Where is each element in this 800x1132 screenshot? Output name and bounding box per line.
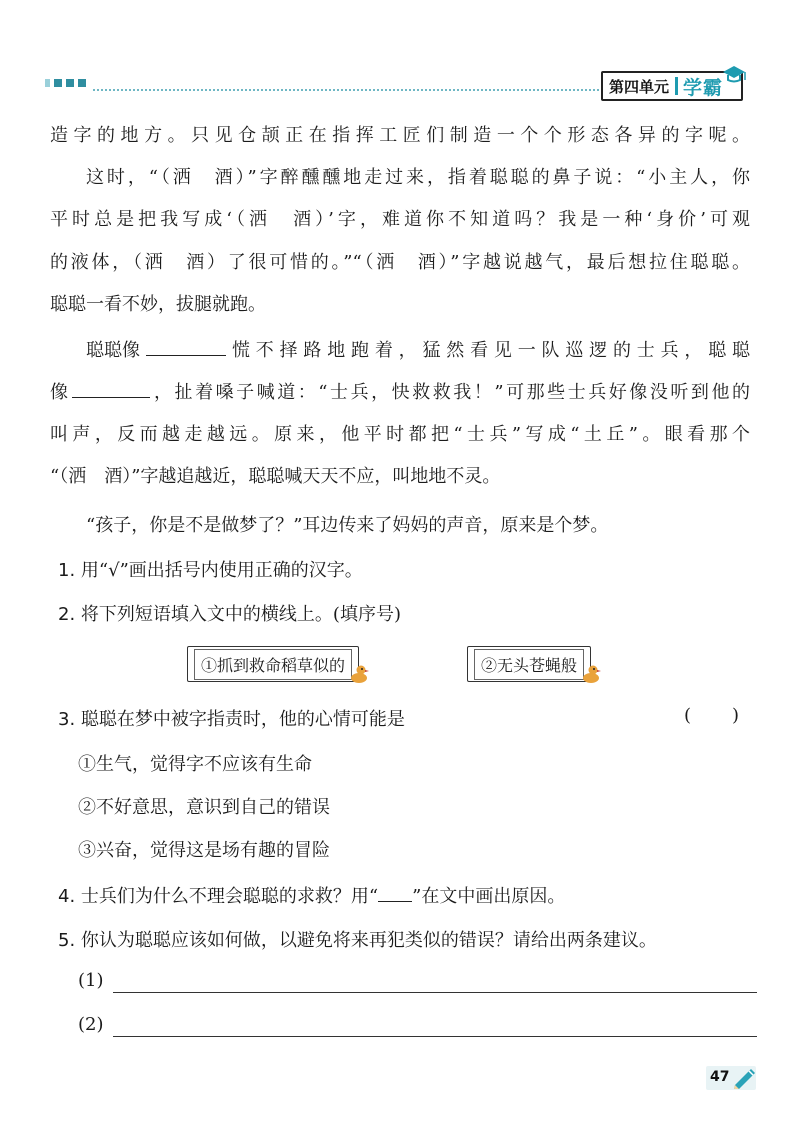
passage-line: 造字的地方。只见仓颉正在指挥工匠们制造一个个形态各异的字呢。: [50, 125, 750, 146]
question-text: 士兵们为什么不理会聪聪的求救？用“: [80, 886, 379, 907]
underline-sample: [378, 889, 412, 902]
question-text: ”在文中画出原因。: [412, 886, 566, 907]
bracket-open: (: [684, 705, 692, 726]
option-1[interactable]: ①生气，觉得字不应该有生命: [78, 754, 312, 775]
question-number: 3.: [58, 709, 76, 730]
header-divider: [675, 77, 678, 95]
passage-text: 慌不择路地跑着，猛然看见一队巡逻的士兵，聪聪: [232, 340, 750, 361]
question-2: [58, 600, 401, 626]
header-dotted-line: [93, 89, 615, 91]
fill-blank-1[interactable]: [146, 341, 226, 356]
option-2[interactable]: ②不好意思，意识到自己的错误: [78, 797, 330, 818]
unit-label: 第四单元: [609, 77, 670, 96]
unit-header: [601, 71, 743, 101]
answer-label-2: (2): [78, 1014, 104, 1035]
question-text: 聪聪在梦中被字指责时，他的心情可能是: [80, 709, 405, 730]
question-number: 5.: [58, 930, 76, 951]
graduation-cap-icon: [721, 63, 747, 85]
question-text: 你认为聪聪应该如何做，以避免将来再犯类似的错误？请给出两条建议。: [80, 930, 657, 951]
passage-text: 聪聪像: [86, 340, 140, 361]
question-1: [58, 556, 363, 582]
page-number-badge: [706, 1066, 756, 1090]
question-number: 4.: [58, 886, 76, 907]
answer-bracket[interactable]: [684, 705, 780, 726]
question-text: 将下列短语填入文中的横线上。(填序号): [80, 604, 401, 625]
passage-line: [50, 378, 750, 404]
phrase-text: ②无头苍蝇般: [474, 649, 584, 680]
pencil-icon: [731, 1067, 757, 1089]
duck-icon: [348, 663, 370, 685]
header-decoration: [45, 79, 86, 87]
answer-line-1[interactable]: [113, 992, 757, 993]
phrase-card-2: [467, 646, 591, 682]
passage-line: “（洒 酒）”字越追越近，聪聪喊天天不应，叫地地不灵。: [50, 466, 501, 487]
passage-line: [86, 336, 750, 362]
answer-line-2[interactable]: [113, 1036, 757, 1037]
passage-line: 平时总是把我写成‘（洒 酒）’字，难道你不知道吗？我是一种‘身价’可观: [50, 209, 750, 230]
fill-blank-2[interactable]: [72, 383, 150, 398]
passage-line: 聪聪一看不妙，拔腿就跑。: [50, 294, 266, 315]
passage-line: “孩子，你是不是做梦了？”耳边传来了妈妈的声音，原来是个梦。: [86, 515, 609, 536]
question-4: [58, 882, 565, 908]
question-5: [58, 926, 657, 952]
question-number: 1.: [58, 560, 76, 581]
question-text: 用“√”画出括号内使用正确的汉字。: [80, 560, 363, 581]
phrase-card-1: [187, 646, 359, 682]
passage-line: 这时，“（洒 酒）”字醉醺醺地走过来，指着聪聪的鼻子说：“小主人，你: [86, 167, 750, 188]
passage-line: 的液体，（洒 酒）了很可惜的。”“（洒 酒）”字越说越气，最后想拉住聪聪。: [50, 252, 750, 273]
passage-text: ，扯着嗓子喊道：“士兵，快救救我！”可那些士兵好像没听到他的: [154, 382, 750, 403]
passage-text: 像: [50, 382, 68, 403]
answer-label-1: (1): [78, 970, 104, 991]
page-number: 47: [710, 1069, 730, 1085]
duck-icon: [580, 663, 602, 685]
brand-title: 学霸: [683, 76, 724, 99]
passage-line: 叫声，反而越走越远。原来，他平时都把“士兵”写成“土丘”。眼看那个: [50, 424, 750, 445]
phrase-text: ①抓到救命稻草似的: [194, 649, 352, 680]
bracket-close: ): [732, 705, 740, 726]
question-3: [58, 705, 405, 731]
option-3[interactable]: ③兴奋，觉得这是场有趣的冒险: [78, 840, 330, 861]
question-number: 2.: [58, 604, 76, 625]
